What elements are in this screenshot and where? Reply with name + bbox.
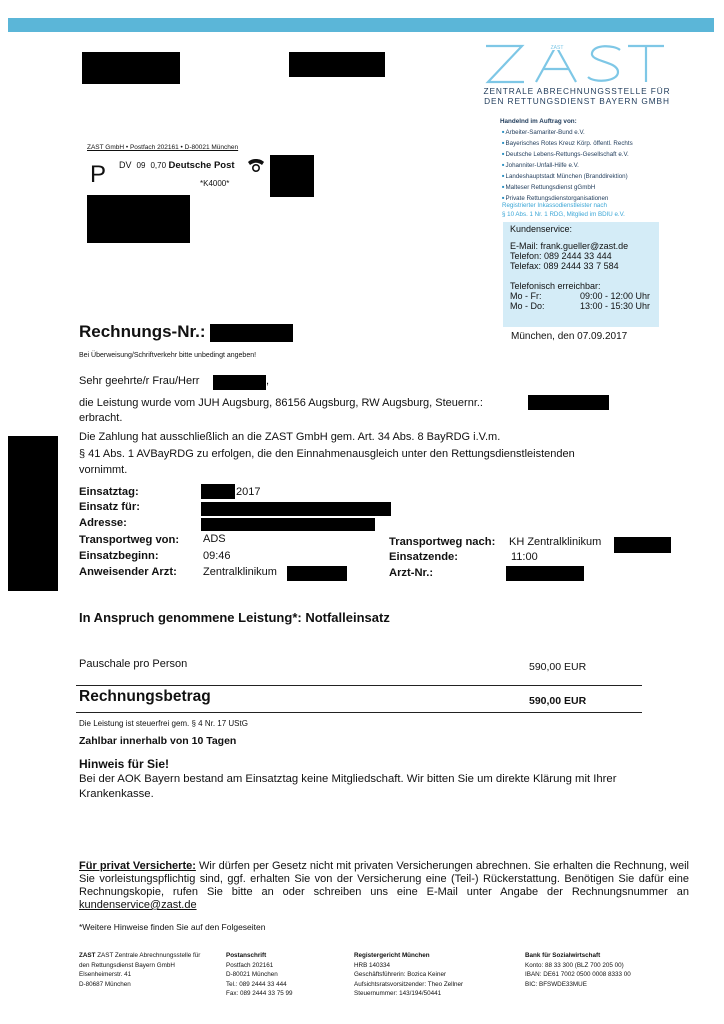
einsatzende: 11:00: [511, 551, 538, 563]
footer-zast: ZAST: [79, 952, 96, 959]
redaction-block: [87, 195, 190, 243]
footer-line: Konto: 88 33 300 (BLZ 700 205 00): [525, 961, 624, 969]
adresse-label: Adresse:: [79, 517, 127, 529]
redaction-block: [201, 518, 375, 531]
redaction-block: [201, 502, 391, 516]
auftrag-item: ■ Deutsche Lebens-Rettungs-Gesellschaft e.V.: [502, 149, 633, 160]
inkasso-line: § 10 Abs. 1 Nr. 1 RDG, Mitglied im BDIU e.V.: [502, 211, 625, 218]
footer-line: BIC: BFSWDE33MUE: [525, 980, 587, 988]
service-mofr-time: 09:00 - 12:00 Uhr: [580, 291, 651, 301]
transport-nach-label: Transportweg nach:: [389, 536, 496, 548]
redaction-block: [210, 324, 293, 342]
hinweis-text: Bei der AOK Bayern bestand am Einsatztag keine Mitgliedschaft. Wir bitten Sie um direkte Klärung mit Ihrer Krankenkasse.: [79, 773, 617, 800]
inkasso-line: Registrierter Inkassodienstleister nach: [502, 202, 607, 209]
invoice-note: Bei Überweisung/Schriftverkehr bitte unbedingt angeben!: [79, 352, 257, 359]
footer-heading: Postanschrift: [226, 952, 267, 959]
einsatztag-year: 2017: [236, 486, 261, 498]
letter-line1: die Leistung wurde vom JUH Augsburg, 86156 Augsburg, RW Augsburg, Steuernr.:: [79, 397, 483, 409]
service-erreichbar: Telefonisch erreichbar:: [510, 281, 601, 291]
footer-line-text: ZAST Zentrale Abrechnungsstelle für: [97, 952, 201, 959]
service-telefon: Telefon: 089 2444 33 444: [510, 251, 612, 261]
footer-postanschrift: [226, 951, 293, 999]
steuer-note: Die Leistung ist steuerfrei gem. § 4 Nr. 17 UStG: [79, 719, 248, 728]
redaction-block: [289, 52, 385, 77]
divider-top: [76, 685, 642, 686]
zast-logo: [482, 42, 668, 86]
pauschale-amount: 590,00 EUR: [529, 661, 587, 673]
privat-versicherte-block: [79, 860, 689, 912]
letter-line3: Die Zahlung hat ausschließlich an die ZAST GmbH gem. Art. 34 Abs. 8 BayRDG i.V.m.: [79, 431, 501, 443]
kundenservice-title: Kundenservice:: [510, 224, 573, 234]
salutation-comma: ,: [266, 375, 270, 387]
einsatzbeginn: 09:46: [203, 550, 231, 562]
footer-line: D-80687 München: [79, 980, 131, 988]
service-modo-time: 13:00 - 15:30 Uhr: [580, 301, 651, 311]
postage-code: 09: [136, 161, 146, 170]
inkasso-note: [502, 201, 625, 219]
letter-line2: erbracht.: [79, 412, 123, 424]
postage-p: P: [90, 161, 107, 188]
footer-bank: [525, 951, 631, 989]
hinweis-title: Hinweis für Sie!: [79, 757, 170, 771]
service-email[interactable]: E-Mail: frank.gueller@zast.de: [510, 241, 629, 251]
redaction-block: [82, 52, 180, 84]
salutation-text: Sehr geehrte/r Frau/Herr: [79, 375, 200, 387]
logo-subtitle: ZENTRALE ABRECHNUNGSSTELLE FÜR DEN RETTUNGSDIENST BAYERN GMBH: [483, 86, 671, 106]
divider-bottom: [76, 712, 642, 713]
redaction-block: [201, 484, 235, 499]
privat-email-link[interactable]: kundenservice@zast.de: [79, 899, 197, 911]
logo-letters: ZAST: [550, 45, 564, 51]
weitere-hinweise: *Weitere Hinweise finden Sie auf den Folgeseiten: [79, 922, 266, 932]
postage-k-code: *K4000*: [200, 179, 230, 188]
privat-label: Für privat Versicherte:: [79, 860, 196, 872]
footer-company: [79, 951, 200, 989]
transport-von-label: Transportweg von:: [79, 534, 180, 546]
footer-heading: Bank für Sozialwirtschaft: [525, 952, 601, 959]
service-modo-label: Mo - Do:: [510, 301, 545, 311]
service-telefax: Telefax: 089 2444 33 7 584: [510, 261, 619, 271]
postage-brand: Deutsche Post: [168, 160, 235, 171]
redaction-block: [614, 537, 671, 553]
city-date: München, den 07.09.2017: [511, 331, 628, 342]
auftrag-item: ■ Landeshauptstadt München (Branddirektion): [502, 171, 633, 182]
redaction-block: [270, 155, 314, 197]
salutation: [79, 373, 199, 390]
redaction-block: [213, 375, 266, 390]
auftrag-item: ■ Private Rettungsdienstorganisationen: [502, 193, 633, 204]
auftrag-heading: Handelnd im Auftrag von:: [500, 118, 577, 125]
arzt-label: Anweisender Arzt:: [79, 566, 177, 578]
einsatzende-label: Einsatzende:: [389, 551, 459, 563]
privat-text: Wir dürfen per Gesetz nicht mit privaten Versicherungen abrechnen. Sie erhalten die Rechnung, weil Sie vorleistungspflichtig sind, ggf. erhalten Sie von der Versicherung eine (Teil-) Rückerstattung. Benötigen Sie dafür eine Rechnungskopie, rufen Sie bitte an oder schreiben uns eine E-Mail unter Angabe der Rechnungsnummer an: [79, 860, 689, 898]
top-color-bar: [8, 18, 714, 32]
postage-line: [119, 160, 235, 171]
postage-dv: DV: [119, 160, 132, 170]
pauschale-label: Pauschale pro Person: [79, 658, 188, 670]
arzt-nr-label: Arzt-Nr.:: [389, 567, 434, 579]
arzt: Zentralklinikum: [203, 566, 277, 578]
auftrag-item: ■ Malteser Rettungsdienst gGmbH: [502, 182, 633, 193]
footer-heading: Registergericht München: [354, 952, 430, 959]
footer-line: Elsenheimerstr. 41: [79, 971, 132, 979]
footer-line: den Rettungsdienst Bayern GmbH: [79, 961, 175, 969]
posthorn-icon: [246, 157, 266, 173]
einsatz-fuer-label: Einsatz für:: [79, 501, 140, 513]
sender-line: ZAST GmbH • Postfach 202161 • D-80021 München: [87, 144, 239, 151]
footer-line: Postfach 202161: [226, 961, 274, 969]
auftrag-item: ■ Bayerisches Rotes Kreuz Körp. öffentl. Rechts: [502, 138, 633, 149]
auftrag-item: ■ Arbeiter-Samariter-Bund e.V.: [502, 127, 633, 138]
postage-price: 0,70: [150, 161, 167, 170]
auftrag-item: ■ Johanniter-Unfall-Hilfe e.V.: [502, 160, 633, 171]
service-mofr-label: Mo - Fr:: [510, 291, 542, 301]
footer-line: Geschäftsführerin: Bozica Keiner: [354, 971, 447, 979]
einsatztag-label: Einsatztag:: [79, 486, 139, 498]
auftrag-list: [502, 127, 633, 204]
redaction-block: [528, 395, 609, 410]
footer-line: Tel.: 089 2444 33 444: [226, 980, 287, 988]
footer-line: HRB 140334: [354, 961, 391, 969]
footer-line: [79, 951, 200, 961]
transport-nach: KH Zentralklinikum: [509, 536, 602, 548]
footer-register: [354, 951, 463, 999]
leistung-heading: In Anspruch genommene Leistung*: Notfalleinsatz: [79, 610, 390, 625]
footer-line: D-80021 München: [226, 971, 278, 979]
letter-line5: vornimmt.: [79, 464, 128, 476]
zahlbar-note: Zahlbar innerhalb von 10 Tagen: [79, 735, 237, 747]
redaction-block: [287, 566, 347, 581]
footer-line: IBAN: DE61 7002 0500 0008 8333 00: [525, 971, 631, 979]
einsatzbeginn-label: Einsatzbeginn:: [79, 550, 159, 562]
footer-line: Fax: 089 2444 33 75 99: [226, 990, 293, 998]
footer-line: Aufsichtsratsvorsitzender: Theo Zellner: [354, 980, 464, 988]
transport-von: ADS: [203, 533, 226, 545]
letter-line4: § 41 Abs. 1 AVBayRDG zu erfolgen, die den Einnahmenausgleich unter den Rettungsdienstleistenden: [79, 448, 575, 460]
rechnungsbetrag-label: Rechnungsbetrag: [79, 688, 211, 705]
footer-line: Steuernummer: 143/194/50441: [354, 990, 442, 998]
redaction-block: [506, 566, 584, 581]
redaction-block: [8, 436, 58, 591]
kundenservice-box: [503, 222, 659, 327]
rechnungsbetrag-amount: 590,00 EUR: [529, 695, 587, 707]
rechnungs-nr-label: Rechnungs-Nr.:: [79, 322, 206, 341]
